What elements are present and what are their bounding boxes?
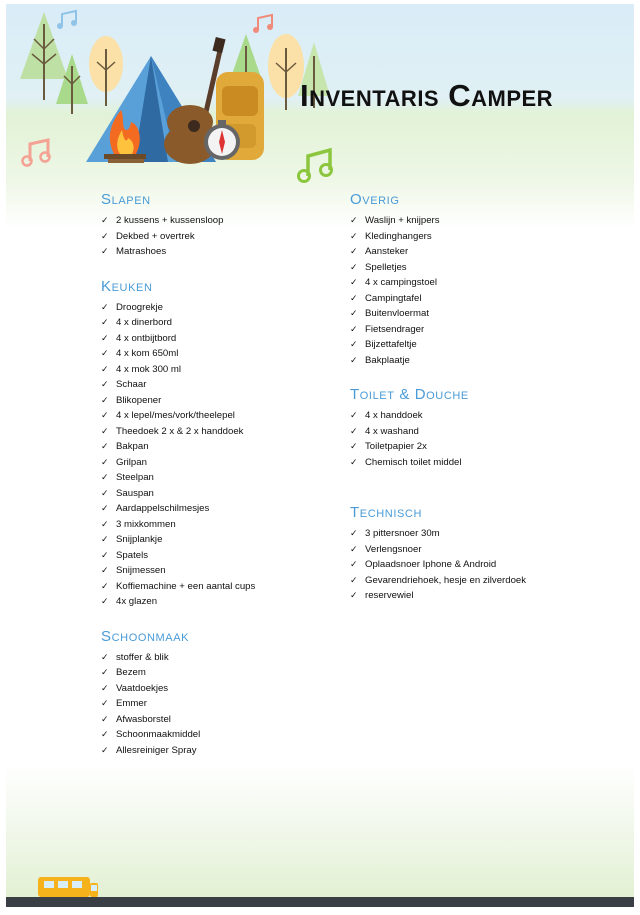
checklist-item-label: Bakpan — [116, 441, 149, 452]
right-column — [350, 191, 526, 622]
checklist-item-label: Snijmessen — [116, 565, 166, 576]
checklist-item — [350, 306, 526, 322]
checklist-item-label: 3 pittersnoer 30m — [365, 528, 440, 539]
section-heading: Keuken — [101, 277, 153, 295]
checklist-item — [101, 408, 255, 424]
checkmark-icon: ✓ — [101, 410, 109, 420]
checklist-item-label: Bakplaatje — [365, 354, 410, 366]
section-heading: Technisch — [350, 504, 423, 521]
checklist-item — [350, 337, 526, 353]
checklist-item-label: Steelpan — [116, 472, 154, 483]
checklist — [350, 213, 526, 368]
document-page — [6, 4, 634, 907]
page-title: Inventaris Camper — [300, 78, 554, 113]
checkmark-icon: ✓ — [101, 246, 109, 256]
checklist — [101, 213, 255, 260]
checklist-item — [101, 548, 255, 564]
checkmark-icon: ✓ — [101, 379, 109, 389]
checklist-item-label: Oplaadsnoer Iphone & Android — [365, 559, 497, 570]
checklist-item-label: stoffer & blik — [116, 651, 169, 663]
checklist-item-label: Vaatdoekjes — [116, 682, 169, 694]
checklist-item-label: Grilpan — [116, 456, 147, 468]
checkmark-icon: ✓ — [101, 596, 109, 606]
checkmark-icon: ✓ — [101, 698, 109, 708]
checklist-item-label: Matrashoes — [116, 246, 167, 257]
checklist-item — [101, 362, 255, 378]
checklist-item — [350, 229, 526, 245]
checklist-item-label: 4 x kom 650ml — [116, 348, 179, 359]
checklist-item-label: 4 x washand — [365, 425, 419, 437]
ground-strip — [6, 897, 634, 907]
checklist-item-label: Aardappelschilmesjes — [116, 503, 210, 514]
section-keuken — [101, 278, 255, 610]
checklist-item — [101, 424, 255, 440]
checklist-item — [101, 377, 255, 393]
checkmark-icon: ✓ — [350, 246, 358, 256]
checkmark-icon: ✓ — [101, 713, 109, 724]
checkmark-icon: ✓ — [350, 441, 358, 451]
checkmark-icon: ✓ — [350, 590, 358, 600]
checklist-item — [101, 681, 255, 697]
checklist-item-label: Schoonmaakmiddel — [116, 729, 201, 740]
checklist-item — [350, 275, 526, 291]
checklist-item-label: 4 x handdoek — [365, 410, 423, 421]
checkmark-icon: ✓ — [101, 682, 109, 693]
checklist-item — [101, 579, 255, 595]
section-slapen — [101, 191, 255, 260]
checklist-item — [350, 213, 526, 229]
checklist-item — [101, 665, 255, 681]
checklist-item-label: Fietsendrager — [365, 323, 425, 335]
checklist-item-label: Bijzettafeltje — [365, 339, 417, 350]
checkmark-icon: ✓ — [101, 301, 109, 312]
checklist-item — [350, 455, 526, 471]
checklist — [101, 650, 255, 759]
checklist-item-label: Bezem — [116, 667, 146, 678]
checklist-item — [101, 743, 255, 759]
checklist-item — [101, 300, 255, 316]
checkmark-icon: ✓ — [101, 487, 109, 498]
checklist-item — [350, 244, 526, 260]
checklist — [350, 408, 526, 470]
checkmark-icon: ✓ — [101, 317, 109, 327]
checkmark-icon: ✓ — [101, 215, 109, 225]
checklist-item — [350, 322, 526, 338]
checkmark-icon: ✓ — [350, 292, 358, 303]
checklist-item — [350, 557, 526, 573]
checkmark-icon: ✓ — [101, 348, 109, 358]
checklist — [350, 526, 526, 604]
checklist-item-label: Aansteker — [365, 246, 409, 257]
checklist-item — [350, 353, 526, 369]
checklist-item — [101, 594, 255, 610]
checkmark-icon: ✓ — [350, 339, 358, 349]
checklist-item — [101, 393, 255, 409]
section-technisch — [350, 504, 526, 604]
checklist-item-label: Schaar — [116, 379, 147, 390]
checklist-item-label: 4 x dinerbord — [116, 317, 172, 328]
checkmark-icon: ✓ — [350, 277, 358, 287]
checkmark-icon: ✓ — [350, 215, 358, 225]
checkmark-icon: ✓ — [101, 332, 109, 343]
checkmark-icon: ✓ — [101, 565, 109, 575]
checklist-item — [101, 346, 255, 362]
section-heading: Overig — [350, 191, 400, 208]
checklist-item-label: 3 mixkommen — [116, 518, 176, 530]
checklist-item — [350, 526, 526, 542]
checklist-item-label: Afwasborstel — [116, 713, 171, 725]
checkmark-icon: ✓ — [101, 394, 109, 405]
checkmark-icon: ✓ — [350, 559, 358, 569]
checklist-item-label: Sauspan — [116, 487, 154, 499]
checkmark-icon: ✓ — [350, 323, 358, 334]
checkmark-icon: ✓ — [101, 503, 109, 513]
checklist-item-label: Waslijn + knijpers — [365, 215, 440, 226]
checklist-item-label: 4 x mok 300 ml — [116, 363, 182, 375]
section-overig — [350, 191, 526, 368]
checkmark-icon: ✓ — [101, 363, 109, 374]
checklist-item-label: Buitenvloermat — [365, 308, 429, 319]
checkmark-icon: ✓ — [350, 410, 358, 420]
checklist-item-label: Allesreiniger Spray — [116, 744, 197, 756]
checklist-item — [101, 532, 255, 548]
checkmark-icon: ✓ — [101, 744, 109, 755]
section-schoonmaak — [101, 628, 255, 759]
checklist-item — [350, 439, 526, 455]
checkmark-icon: ✓ — [350, 261, 358, 272]
checklist-item — [101, 727, 255, 743]
checklist-item-label: Snijplankje — [116, 534, 163, 545]
checklist-item — [350, 542, 526, 558]
checklist-item — [101, 486, 255, 502]
checkmark-icon: ✓ — [101, 456, 109, 467]
checkmark-icon: ✓ — [101, 549, 109, 560]
checklist-item-label: Kledinghangers — [365, 230, 432, 242]
checklist-item — [101, 315, 255, 331]
music-note-icon — [299, 150, 332, 182]
checklist-item — [350, 260, 526, 276]
tree-icon — [89, 36, 123, 106]
checklist-item-label: 2 kussens + kussensloop — [116, 215, 224, 226]
checklist-item-label: Campingtafel — [365, 292, 422, 304]
checkmark-icon: ✓ — [350, 230, 358, 241]
checkmark-icon: ✓ — [101, 230, 109, 241]
section-heading: Schoonmaak — [101, 627, 190, 645]
checkmark-icon: ✓ — [101, 518, 109, 529]
checkmark-icon: ✓ — [101, 580, 109, 591]
checkmark-icon: ✓ — [350, 543, 358, 554]
checklist-item — [101, 501, 255, 517]
checklist-item-label: 4 x campingstoel — [365, 277, 437, 288]
checklist-item — [101, 455, 255, 471]
checkmark-icon: ✓ — [101, 472, 109, 482]
checklist-item — [350, 424, 526, 440]
checkmark-icon: ✓ — [101, 651, 109, 662]
checklist-item — [350, 291, 526, 307]
checklist-item-label: Chemisch toilet middel — [365, 456, 462, 468]
checklist-item — [101, 696, 255, 712]
checklist-item — [101, 244, 255, 260]
left-column — [101, 191, 255, 776]
checklist-item — [101, 650, 255, 666]
music-note-icon — [57, 11, 77, 29]
checklist-item — [101, 229, 255, 245]
checklist-item-label: Droogrekje — [116, 301, 163, 313]
section-heading: Toilet & Douche — [350, 386, 469, 403]
checklist-item — [101, 563, 255, 579]
checkmark-icon: ✓ — [350, 574, 358, 585]
checklist-item-label: Toiletpapier 2x — [365, 441, 427, 452]
checklist-item-label: Theedoek 2 x & 2 x handdoek — [116, 425, 244, 437]
music-note-icon — [253, 15, 273, 33]
music-note-icon — [23, 140, 50, 166]
checklist-item-label: Dekbed + overtrek — [116, 230, 195, 242]
checklist-item — [350, 573, 526, 589]
checklist-item — [101, 712, 255, 728]
checkmark-icon: ✓ — [101, 425, 109, 436]
checklist-item-label: Koffiemachine + een aantal cups — [116, 580, 256, 592]
checklist-item — [101, 439, 255, 455]
checklist-item — [101, 213, 255, 229]
checklist-item-label: reservewiel — [365, 590, 414, 601]
checklist-item-label: Spatels — [116, 549, 148, 561]
checklist-item-label: 4 x lepel/mes/vork/theelepel — [116, 410, 235, 421]
checklist-item — [101, 470, 255, 486]
checklist-item — [350, 408, 526, 424]
checkmark-icon: ✓ — [101, 667, 109, 677]
checklist-item — [101, 517, 255, 533]
checkmark-icon: ✓ — [350, 425, 358, 436]
checkmark-icon: ✓ — [350, 456, 358, 467]
checklist — [101, 300, 255, 610]
checklist-item-label: Emmer — [116, 698, 147, 709]
checklist-item-label: Spelletjes — [365, 261, 407, 273]
section-toilet-douche — [350, 386, 526, 470]
checklist-item-label: Verlengsnoer — [365, 543, 422, 555]
checkmark-icon: ✓ — [101, 729, 109, 739]
checklist-item-label: Gevarendriehoek, hesje en zilverdoek — [365, 574, 527, 586]
checkmark-icon: ✓ — [350, 308, 358, 318]
checkmark-icon: ✓ — [101, 534, 109, 544]
checkmark-icon: ✓ — [101, 441, 109, 451]
checklist-item — [350, 588, 526, 604]
checklist-item-label: 4x glazen — [116, 596, 158, 607]
tree-icon — [268, 34, 304, 110]
section-heading: Slapen — [101, 191, 151, 208]
checklist-item-label: Blikopener — [116, 394, 162, 406]
checkmark-icon: ✓ — [350, 354, 358, 365]
checklist-item-label: 4 x ontbijtbord — [116, 332, 177, 344]
checkmark-icon: ✓ — [350, 528, 358, 538]
checklist-item — [101, 331, 255, 347]
